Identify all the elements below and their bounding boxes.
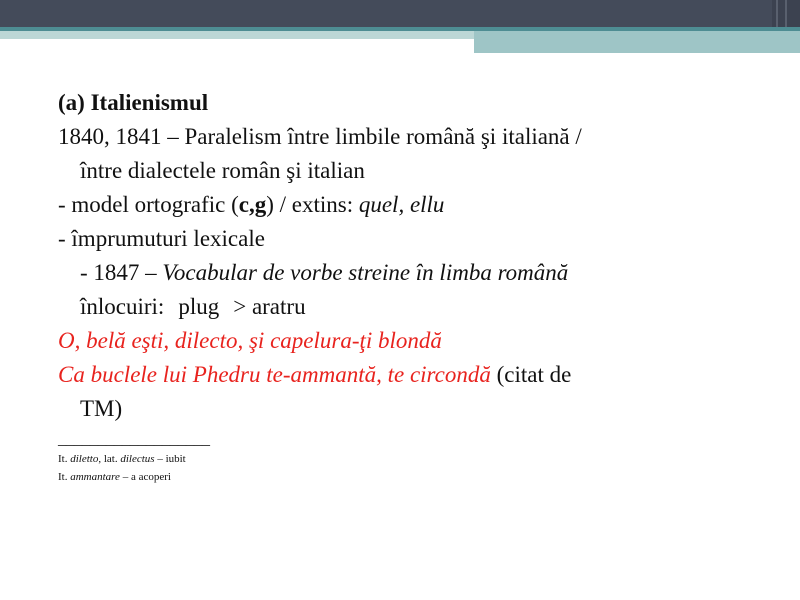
vocab-prefix: - 1847 – xyxy=(80,260,163,285)
note1-b: diletto xyxy=(70,453,99,465)
footnote-2 xyxy=(58,468,758,486)
slide-heading xyxy=(58,86,758,120)
verse-line-2 xyxy=(58,358,758,392)
note1-d: dilectus xyxy=(120,453,155,465)
citation-end: TM) xyxy=(80,396,123,421)
model-ortografic-line xyxy=(58,188,758,222)
vocab-italic: Vocabular de vorbe streine în limba română xyxy=(162,260,569,285)
top-decor-teal-block xyxy=(474,31,800,53)
note2-a: It. xyxy=(58,471,71,483)
vocabular-line xyxy=(58,256,758,290)
note2-b: ammantare xyxy=(70,471,120,483)
slide-body xyxy=(58,84,758,486)
footnote-1 xyxy=(58,450,758,468)
model-bold: c,g xyxy=(238,192,267,217)
verse2-text: Ca buclele lui Phedru te-ammantă, te circondă xyxy=(58,362,491,387)
model-italic: quel, ellu xyxy=(358,192,445,217)
imprumuturi-line: - împrumuturi lexicale xyxy=(58,226,265,251)
verse-line-1: O, belă eşti, dilecto, şi capelura-ţi blondă xyxy=(58,328,442,353)
paralelism-line: 1840, 1841 – Paralelism între limbile română şi italiană / xyxy=(58,124,582,149)
note2-c: – a acoperi xyxy=(119,471,171,483)
inlocuiri-label: înlocuiri: xyxy=(80,294,165,319)
inlocuiri-word: plug xyxy=(178,294,220,319)
top-decor-corner-line xyxy=(776,0,778,27)
top-decor-corner-line xyxy=(785,0,787,27)
inlocuiri-result: > aratru xyxy=(233,294,306,319)
citation: (citat de xyxy=(490,362,572,387)
note1-c: , lat. xyxy=(98,453,121,465)
paralelism-line-cont: între dialectele român şi italian xyxy=(80,158,365,183)
top-decor-bar xyxy=(0,0,800,27)
footnote-divider: ___________________ xyxy=(58,431,210,448)
note1-a: It. xyxy=(58,453,71,465)
heading-prefix: (a) xyxy=(58,90,85,115)
inlocuiri-line xyxy=(58,290,758,324)
heading-title: Italienismul xyxy=(90,90,209,115)
model-middle: ) / extins: xyxy=(266,192,359,217)
note1-e: – iubit xyxy=(154,453,186,465)
model-before: - model ortografic ( xyxy=(58,192,239,217)
